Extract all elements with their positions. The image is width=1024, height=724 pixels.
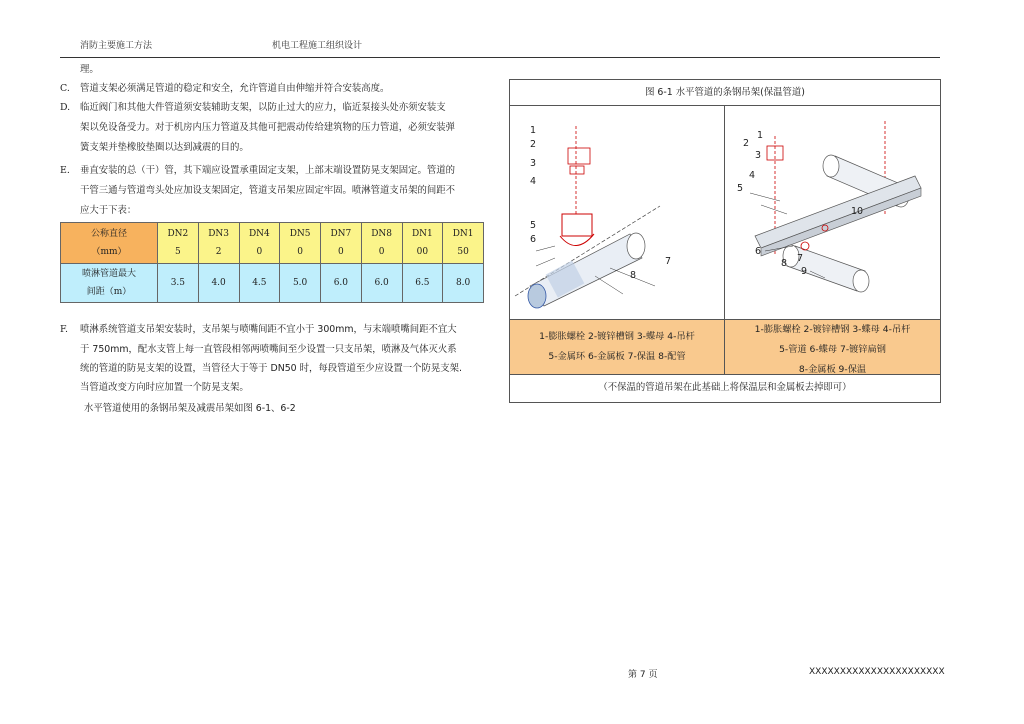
header-label-line1: 公称直径 bbox=[90, 229, 127, 239]
table-row-diameter bbox=[61, 223, 484, 264]
spacing-cell: 8.0 bbox=[443, 264, 484, 303]
item-f-line2: 于 750mm，配水支管上每一直管段相邻两喷嘴间至少设置一只支吊架，喷淋及气体灭火系 bbox=[80, 344, 457, 355]
left-callout-2: 2 bbox=[530, 139, 537, 150]
left-callout-1: 1 bbox=[530, 125, 537, 136]
right-caption-line2: 5-管道 6-蝶母 7-镀锌扁钢 bbox=[779, 344, 886, 355]
right-caption-line1: 1-膨胀螺栓 2-镀锌槽钢 3-蝶母 4-吊杆 bbox=[754, 324, 911, 335]
table-row-spacing bbox=[61, 264, 484, 303]
left-callout-3: 3 bbox=[530, 158, 537, 169]
item-d-line2: 架以免设备受力。对于机房内压力管道及其他可把震动传给建筑物的压力管道，必须安装弹 bbox=[80, 122, 456, 133]
spacing-cell: 6.5 bbox=[402, 264, 443, 303]
row-label-cell: 喷淋管道最大 间距（m） bbox=[61, 264, 158, 303]
header-label-line2: （mm） bbox=[91, 247, 127, 257]
spacing-cell: 6.0 bbox=[361, 264, 402, 303]
spacing-cell: 4.0 bbox=[198, 264, 239, 303]
header-left: 消防主要施工方法 bbox=[80, 41, 153, 51]
diameter-cell: DN1 00 bbox=[402, 223, 443, 264]
right-callout-10: 10 bbox=[851, 206, 864, 217]
figure-note: （不保温的管道吊架在此基础上将保温层和金属板去掉即可） bbox=[510, 374, 940, 403]
left-hanger-drawing bbox=[510, 106, 725, 319]
footer-code: XXXXXXXXXXXXXXXXXXXXXX bbox=[809, 667, 945, 677]
table-header-cell bbox=[61, 223, 158, 264]
item-e-marker: E. bbox=[60, 165, 70, 176]
item-d-line3: 簧支架并垫橡胶垫圈以达到减震的目的。 bbox=[80, 142, 249, 153]
item-d-marker: D. bbox=[60, 102, 71, 113]
spacing-cell: 6.0 bbox=[321, 264, 362, 303]
left-callout-5: 5 bbox=[530, 220, 537, 231]
item-f-line1: 喷淋系统管道支吊架安装时，支吊架与喷嘴间距不宜小于 300mm，与末端喷嘴间距不宜大 bbox=[80, 324, 457, 335]
item-f-line3: 统的管道的防晃支架的设置，当管径大于等于 DN50 时，每段管道至少应设置一个防晃支架. bbox=[80, 363, 462, 374]
left-caption-line1: 1-膨胀螺栓 2-镀锌槽钢 3-蝶母 4-吊杆 bbox=[539, 331, 695, 342]
figure-reference-line: 水平管道使用的条钢吊架及减震吊架如图 6-1、6-2 bbox=[84, 403, 296, 414]
left-callout-7: 7 bbox=[665, 256, 672, 267]
figure-title: 图 6-1 水平管道的条钢吊架(保温管道) bbox=[510, 80, 940, 106]
item-d-line1: 临近阀门和其他大件管道须安装辅助支架，以防止过大的应力，临近泵接头处亦须安装支 bbox=[80, 102, 446, 113]
item-e-line3: 应大于下表： bbox=[80, 205, 137, 216]
right-callout-7: 7 bbox=[797, 253, 804, 264]
hanger-spacing-table bbox=[60, 222, 484, 303]
right-callout-1: 1 bbox=[757, 130, 764, 141]
right-callout-2: 2 bbox=[743, 138, 750, 149]
page-number: 第 7 页 bbox=[628, 670, 658, 680]
right-callout-9: 9 bbox=[801, 266, 808, 277]
left-callout-4: 4 bbox=[530, 176, 537, 187]
right-callout-4: 4 bbox=[749, 170, 756, 181]
diameter-cell: DN7 0 bbox=[321, 223, 362, 264]
item-e-line1: 垂直安装的总（干）管，其下端应设置承重固定支架，上部末端设置防晃支架固定。管道的 bbox=[80, 165, 456, 176]
spacing-cell: 3.5 bbox=[158, 264, 199, 303]
paragraph-continuation: 理。 bbox=[80, 64, 99, 75]
item-f-marker: F. bbox=[60, 324, 69, 335]
right-caption-line3: 8-金属板 9-保温 bbox=[798, 364, 867, 375]
left-hanger-illustration bbox=[510, 106, 724, 319]
header-divider bbox=[60, 57, 940, 58]
item-f-line4: 当管道改变方向时应加置一个防晃支架。 bbox=[80, 382, 249, 393]
figure-6-1 bbox=[509, 79, 941, 403]
right-hanger-drawing bbox=[725, 106, 940, 319]
right-callout-5: 5 bbox=[737, 183, 744, 194]
diameter-cell: DN1 50 bbox=[443, 223, 484, 264]
diameter-cell: DN2 5 bbox=[158, 223, 199, 264]
left-callout-6: 6 bbox=[530, 234, 537, 245]
spacing-cell: 4.5 bbox=[239, 264, 280, 303]
diameter-cell: DN5 0 bbox=[280, 223, 321, 264]
spacing-cell: 5.0 bbox=[280, 264, 321, 303]
right-caption bbox=[725, 319, 940, 375]
left-caption-line2: 5-金属环 6-金属板 7-保温 8-配管 bbox=[548, 351, 686, 362]
right-hanger-illustration bbox=[725, 106, 940, 319]
diameter-cell: DN4 0 bbox=[239, 223, 280, 264]
diameter-cell: DN3 2 bbox=[198, 223, 239, 264]
item-c-text: 管道支架必须满足管道的稳定和安全，允许管道自由伸缩并符合安装高度。 bbox=[80, 83, 390, 94]
right-callout-3: 3 bbox=[755, 150, 762, 161]
diameter-cell: DN8 0 bbox=[361, 223, 402, 264]
right-callout-6: 6 bbox=[755, 246, 762, 257]
header-center: 机电工程施工组织设计 bbox=[272, 41, 363, 51]
left-caption bbox=[510, 319, 725, 375]
right-callout-8: 8 bbox=[781, 258, 788, 269]
left-callout-8: 8 bbox=[630, 270, 637, 281]
item-c-marker: C. bbox=[60, 83, 70, 94]
item-e-line2: 干管三通与管道弯头处应加设支架固定，管道支吊架应固定牢固。喷淋管道支吊架的间距不 bbox=[80, 185, 456, 196]
